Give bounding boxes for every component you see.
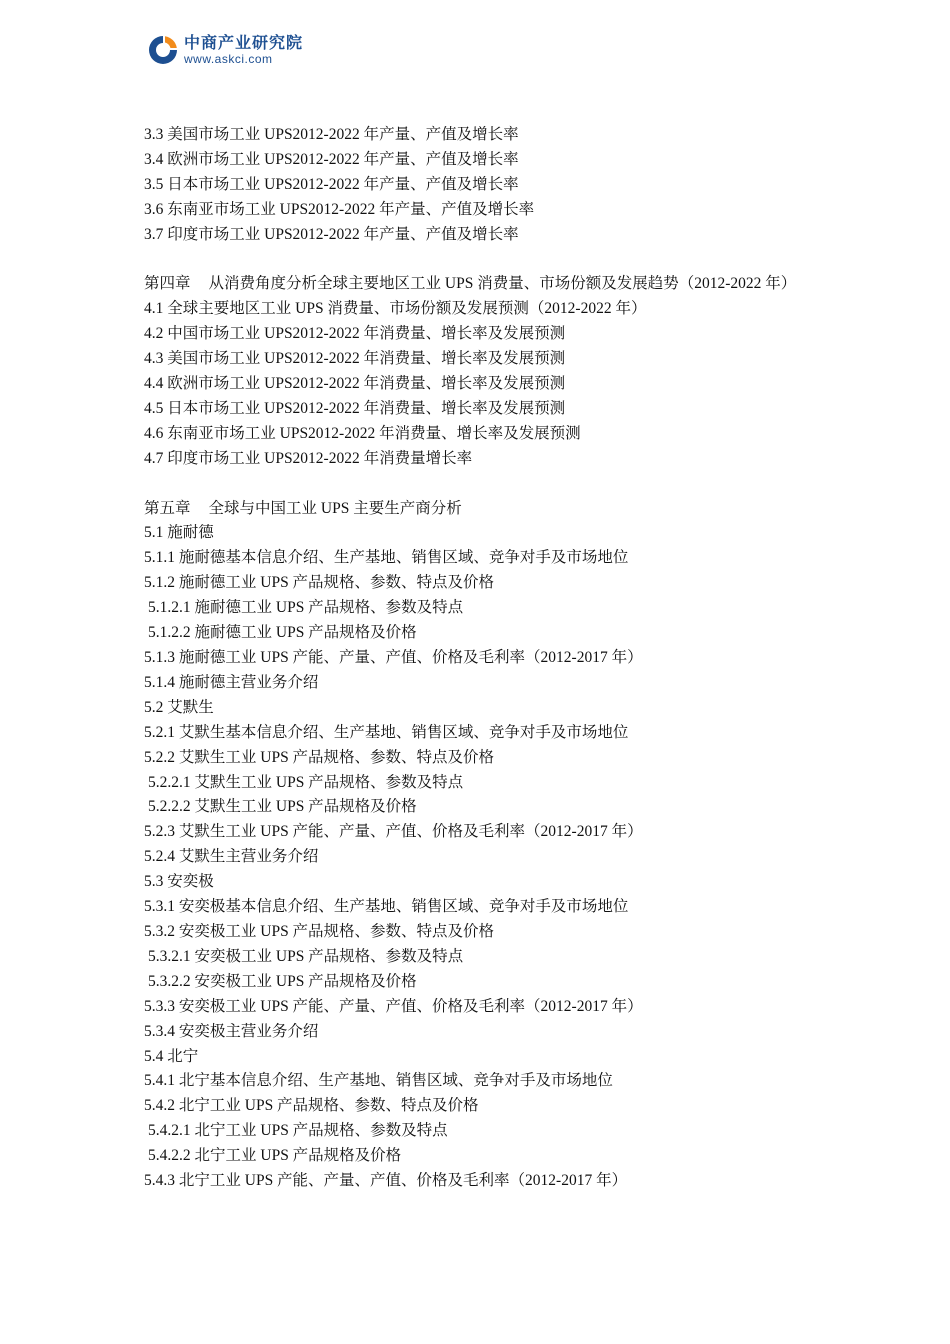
chapter5-title: 全球与中国工业 UPS 主要生产商分析 [208,499,462,517]
askci-logo-icon [146,33,180,67]
toc-line: 5.1.3 施耐德工业 UPS 产能、产量、产值、价格及毛利率（2012-2017 年） [144,649,643,666]
toc-line: 4.2 中国市场工业 UPS2012-2022 年消费量、增长率及发展预测 [144,325,566,343]
toc-line: 5.2 艾默生 [144,698,214,716]
toc-line: 5.2.2 艾默生工业 UPS 产品规格、参数、特点及价格 [144,748,495,766]
toc-line: 5.4.2.1 北宁工业 UPS 产品规格、参数及特点 [148,1122,448,1140]
toc-line: 4.6 东南亚市场工业 UPS2012-2022 年消费量、增长率及发展预测 [144,424,581,442]
toc-line: 5.2.2.1 艾默生工业 UPS 产品规格、参数及特点 [148,773,464,791]
spacer [144,248,814,273]
toc-line: 5.1.2.2 施耐德工业 UPS 产品规格及价格 [148,624,417,642]
toc-line: 5.1.4 施耐德主营业务介绍 [144,673,319,691]
chapter4-title: 从消费角度分析全球主要地区工业 UPS 消费量、市场份额及发展趋势（2012-2022 年） [208,275,797,293]
toc-line: 5.3.1 安奕极基本信息介绍、生产基地、销售区域、竞争对手及市场地位 [144,898,629,916]
chapter4-number: 第四章 [144,275,191,293]
toc-line: 5.3.4 安奕极主营业务介绍 [144,1022,319,1040]
toc-line: 3.6 东南亚市场工业 UPS2012-2022 年产量、产值及增长率 [144,200,535,218]
brand-logo [146,33,303,67]
toc-line: 5.2.2.2 艾默生工业 UPS 产品规格及价格 [148,798,417,816]
toc-line: 4.5 日本市场工业 UPS2012-2022 年消费量、增长率及发展预测 [144,399,566,417]
section3-list [144,123,814,248]
chapter5-number: 第五章 [144,499,191,517]
brand-name: 中商产业研究院 [184,33,304,52]
chapter4-list [144,297,814,471]
chapter5-list [144,521,814,1193]
toc-line: 5.1.2 施耐德工业 UPS 产品规格、参数、特点及价格 [144,574,495,592]
toc-line: 4.4 欧洲市场工业 UPS2012-2022 年消费量、增长率及发展预测 [144,375,566,393]
toc-content [144,123,814,1194]
spacer [144,472,814,497]
toc-line: 3.7 印度市场工业 UPS2012-2022 年产量、产值及增长率 [144,225,519,243]
toc-line: 3.4 欧洲市场工业 UPS2012-2022 年产量、产值及增长率 [144,150,519,168]
toc-line: 4.7 印度市场工业 UPS2012-2022 年消费量增长率 [144,449,473,467]
toc-line: 5.2.3 艾默生工业 UPS 产能、产量、产值、价格及毛利率（2012-2017 年） [144,823,643,841]
toc-line: 5.1.1 施耐德基本信息介绍、生产基地、销售区域、竞争对手及市场地位 [144,549,629,567]
toc-line: 3.5 日本市场工业 UPS2012-2022 年产量、产值及增长率 [144,175,519,193]
toc-line: 5.3.2 安奕极工业 UPS 产品规格、参数、特点及价格 [144,922,495,940]
toc-line: 5.2.4 艾默生主营业务介绍 [144,848,319,866]
toc-line: 4.3 美国市场工业 UPS2012-2022 年消费量、增长率及发展预测 [144,350,566,368]
toc-line: 4.1 全球主要地区工业 UPS 消费量、市场份额及发展预测（2012-2022 年） [144,300,647,318]
toc-line: 5.4.3 北宁工业 UPS 产能、产量、产值、价格及毛利率（2012-2017 年） [144,1172,628,1190]
toc-line: 5.3.2.1 安奕极工业 UPS 产品规格、参数及特点 [148,947,464,965]
toc-line: 5.1 施耐德 [144,524,214,542]
chapter4-heading [144,272,814,297]
toc-line: 5.4 北宁 [144,1047,199,1065]
brand-url: www.askci.com [184,52,273,66]
toc-line: 5.3.3 安奕极工业 UPS 产能、产量、产值、价格及毛利率（2012-2017 年） [144,997,643,1015]
chapter5-heading [144,497,814,522]
toc-line: 5.4.2 北宁工业 UPS 产品规格、参数、特点及价格 [144,1097,479,1115]
toc-line: 5.4.1 北宁基本信息介绍、生产基地、销售区域、竞争对手及市场地位 [144,1072,613,1090]
toc-line: 5.3.2.2 安奕极工业 UPS 产品规格及价格 [148,972,417,990]
toc-line: 5.1.2.1 施耐德工业 UPS 产品规格、参数及特点 [148,599,464,617]
toc-line: 3.3 美国市场工业 UPS2012-2022 年产量、产值及增长率 [144,126,519,143]
toc-line: 5.2.1 艾默生基本信息介绍、生产基地、销售区域、竞争对手及市场地位 [144,723,629,741]
toc-line: 5.4.2.2 北宁工业 UPS 产品规格及价格 [148,1147,402,1165]
toc-line: 5.3 安奕极 [144,873,214,891]
